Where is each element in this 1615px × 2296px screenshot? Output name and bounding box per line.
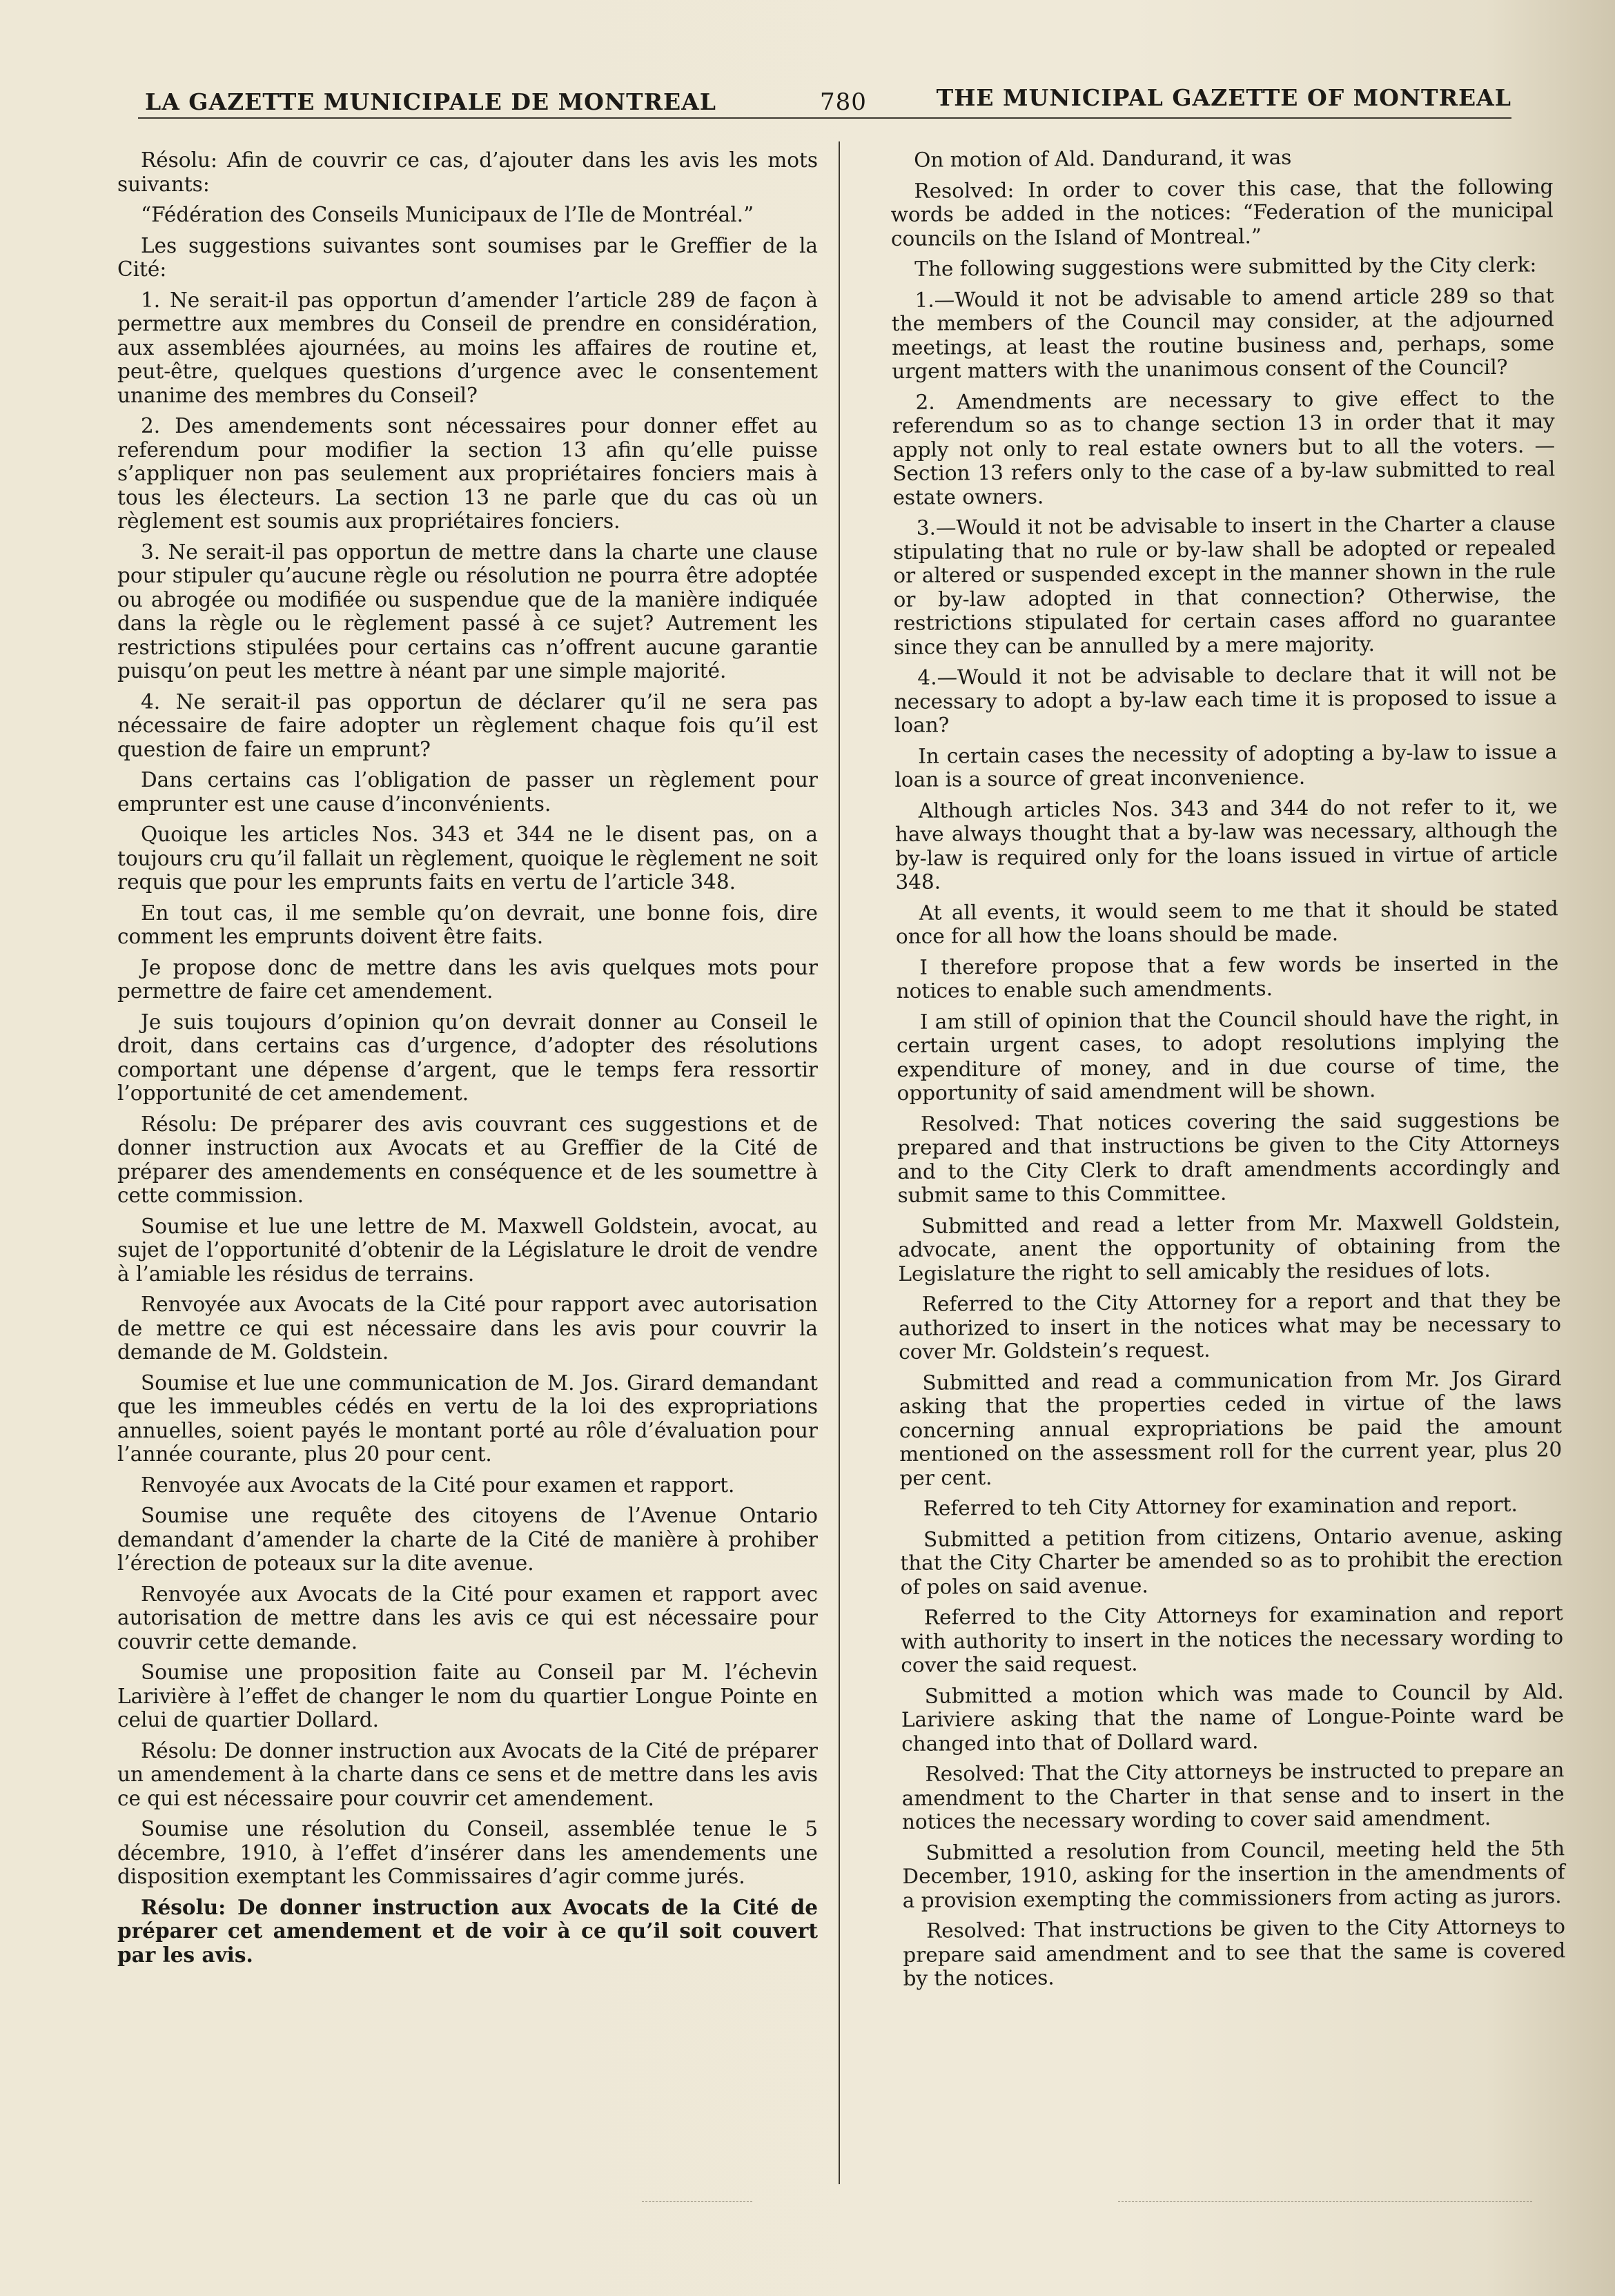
french-paragraph: 1. Ne serait-il pas opportun d’amender l’article 289 de façon à permettre aux membres du Conseil de prendre en considération, aux assemblées ajournées, au moins les affaires de routine et, peut-être, quelques questions d’urgence avec le consentement unanime des membres du Conseil? [117,288,818,407]
english-paragraph: 2. Amendments are necessary to give effect to the referendum so as to change section 13 in order that it may apply not only to real estate owners but to all the voters. —Section 13 refers only to the case of a by-law submitted to real estate owners. [892,385,1556,509]
footer-mark-left [642,2201,752,2202]
french-paragraph: Quoique les articles Nos. 343 et 344 ne le disent pas, on a toujours cru qu’il fallait un règlement, quoique le règlement ne soit requis que pour les emprunts faits en vertu de l’article 348. [117,823,818,894]
french-paragraph: Soumise une requête des citoyens de l’Avenue Ontario demandant d’amender la charte de la Cité de manière à prohiber l’érection de poteaux sur la dite avenue. [117,1504,818,1575]
english-running-title: THE MUNICIPAL GAZETTE OF MONTREAL [936,84,1511,111]
french-paragraph: 2. Des amendements sont nécessaires pour donner effet au referendum pour modifier la section 13 afin qu’elle puisse s’appliquer non pas seulement aux propriétaires fonciers mais à tous les électeurs. La section 13 ne parle que du cas où un règlement est soumis aux propriétaires fonciers. [117,414,818,533]
english-paragraph: Resolved: That the City attorneys be instructed to prepare an amendment to the Charter in that sense and to insert in the notices the necessary wording to cover said amendment. [901,1758,1565,1834]
french-paragraph: Renvoyée aux Avocats de la Cité pour examen et rapport. [141,1473,735,1497]
english-paragraph: I therefore propose that a few words be inserted in the notices to enable such amendments. [896,950,1559,1003]
english-paragraph: 4.—Would it not be advisable to declare that it will not be necessary to adopt a by-law each time it is proposed to issue a loan? [894,661,1557,737]
page-header [138,84,1511,120]
english-paragraph: Referred to the City Attorneys for examination and report with authority to insert in the notices the necessary wording to cover the said request. [900,1601,1564,1677]
english-column [890,144,1566,1997]
english-paragraph: In certain cases the necessity of adopting a by-law to issue a loan is a source of great inconvenience. [894,739,1558,792]
french-paragraph: Soumise une résolution du Conseil, assemblée tenue le 5 décembre, 1910, à l’effet d’insérer dans les amendements une disposition exemptant les Commissaires d’agir comme jurés. [117,1817,818,1888]
french-paragraph: Résolu: Afin de couvrir ce cas, d’ajouter dans les avis les mots suivants: [117,148,818,196]
french-paragraph: Soumise une proposition faite au Conseil par M. l’échevin Larivière à l’effet de changer le nom du quartier Longue Pointe en celui de quartier Dollard. [117,1660,818,1731]
english-paragraph: On motion of Ald. Dandurand, it was [913,145,1292,172]
french-paragraph: Résolu: De donner instruction aux Avocats de la Cité de préparer un amendement à la charte dans ce sens et de mettre dans les avis ce qui est nécessaire pour couvrir cet amendement. [117,1738,818,1810]
english-paragraph: Referred to teh City Attorney for examination and report. [923,1492,1518,1520]
french-paragraph: Soumise et lue une communication de M. Jos. Girard demandant que les immeubles cédés en vertu de la loi des expropriations annuelles, soient payés le montant porté au rôle d’évaluation pour l’année courante, plus 20 pour cent. [117,1371,818,1466]
french-paragraph: “Fédération des Conseils Municipaux de l’Ile de Montréal.” [141,203,754,226]
french-paragraph: 3. Ne serait-il pas opportun de mettre dans la charte une clause pour stipuler qu’aucune règle ou résolution ne pourra être adoptée ou abrogée ou modifiée ou suspendue que de la manière indiquée dans la règle ou le règlement passé à ce sujet? Autrement les restrictions stipulées pour certains cas n’offrent aucune garantie puisqu’on peut les mettre à néant par une simple majorité. [117,540,818,683]
english-paragraph: At all events, it would seem to me that it should be stated once for all how the loans should be made. [895,896,1558,948]
page-number: 780 [820,88,867,116]
french-paragraph: Je propose donc de mettre dans les avis quelques mots pour permettre de faire cet amendement. [117,955,818,1003]
french-paragraph: Résolu: De préparer des avis couvrant ces suggestions et de donner instruction aux Avocats et au Greffier de la Cité de préparer des amendements en conséquence et de les soumettre à cette commission. [117,1112,818,1207]
english-paragraph: Submitted and read a letter from Mr. Maxwell Goldstein, advocate, anent the opportunity of obtaining from the Legislature the right to sell amicably the residues of lots. [898,1209,1561,1286]
english-paragraph: Resolved: In order to cover this case, that the following words be added in the notices: “Federation of the municipal councils on the Island of Montreal.” [890,174,1554,251]
french-paragraph: Je suis toujours d’opinion qu’on devrait donner au Conseil le droit, dans certains cas d’urgence, d’adopter des résolutions comportant une dépense d’argent, que le temps fera ressortir l’opportunité de cet amendement. [117,1010,818,1105]
english-paragraph: Although articles Nos. 343 and 344 do not refer to it, we have always thought that a by-law was necessary, although the by-law is required only for the loans issued in virtue of article 348. [894,794,1558,894]
french-paragraph: Soumise et lue une lettre de M. Maxwell Goldstein, avocat, au sujet de l’opportunité d’obtenir de la Législature le droit de vendre à l’amiable les résidus de terrains. [117,1214,818,1286]
header-rule [138,117,1511,119]
english-paragraph: 3.—Would it not be advisable to insert in the Charter a clause stipulating that no rule or by-law shall be adopted or repealed or altered or suspended except in the manner shown in the rule or by-law adopted in that connection? Otherwise, the restrictions stipulated for certain cases afford no guarantee since they can be annulled by a mere majority. [892,511,1556,659]
english-paragraph: Submitted a resolution from Council, meeting held the 5th December, 1910, asking for the insertion in the amendments of a provision exempting the commissioners from acting as jurors. [902,1836,1565,1912]
english-paragraph: The following suggestions were submitted by the City clerk: [914,253,1537,281]
french-paragraph: En tout cas, il me semble qu’on devrait, une bonne fois, dire comment les emprunts doivent être faits. [117,901,818,948]
english-paragraph: Referred to the City Attorney for a report and that they be authorized to insert in the notices what may be necessary to cover Mr. Goldstein’s request. [898,1288,1562,1364]
english-paragraph: Submitted a petition from citizens, Ontario avenue, asking that the City Charter be amended so as to prohibit the erection of poles on said avenue. [900,1522,1563,1599]
french-paragraph: Renvoyée aux Avocats de la Cité pour examen et rapport avec autorisation de mettre dans les avis ce qui est nécessaire pour couvrir cette demande. [117,1582,818,1654]
english-paragraph: Resolved: That notices covering the said suggestions be prepared and that instructions be given to the City Attorneys and to the City Clerk to draft amendments accordingly and submit same to this Committee. [897,1107,1560,1207]
column-divider [839,141,840,2184]
french-running-title: LA GAZETTE MUNICIPALE DE MONTREAL [145,88,717,115]
french-column [117,148,818,1974]
french-paragraph: Les suggestions suivantes sont soumises par le Greffier de la Cité: [117,233,818,281]
english-paragraph: 1.—Would it not be advisable to amend article 289 so that the members of the Council may consider, at the adjourned meetings, at least the routine business and, perhaps, some urgent matters with the unanimous consent of the Council? [891,283,1555,383]
french-paragraph: 4. Ne serait-il pas opportun de déclarer qu’il ne sera pas nécessaire de faire adopter un règlement chaque fois qu’il est question de faire un emprunt? [117,689,818,761]
footer-mark-right [1118,2201,1532,2202]
english-paragraph: Submitted a motion which was made to Council by Ald. Lariviere asking that the name of Longue-Pointe ward be changed into that of Dollard ward. [901,1679,1564,1756]
french-paragraph: Résolu: De donner instruction aux Avocats de la Cité de préparer cet amendement et de voir à ce qu’il soit couvert par les avis. [117,1894,818,1967]
english-paragraph: I am still of opinion that the Council should have the right, in certain urgent cases, to adopt resolutions implying the expenditure of money, and in due course of time, the opportunity of said amendment will be shown. [896,1005,1560,1105]
french-paragraph: Dans certains cas l’obligation de passer un règlement pour emprunter est une cause d’inconvénients. [117,768,818,816]
english-paragraph: Submitted and read a communication from Mr. Jos Girard asking that the properties ceded in virtue of the laws concerning annual expropriations be paid the amount mentioned on the assessment roll for the current year, plus 20 per cent. [899,1366,1563,1490]
english-paragraph: Resolved: That instructions be given to the City Attorneys to prepare said amendment and to see that the same is covered by the notices. [903,1914,1566,1990]
french-paragraph: Renvoyée aux Avocats de la Cité pour rapport avec autorisation de mettre ce qui est nécessaire dans les avis pour couvrir la demande de M. Goldstein. [117,1293,818,1364]
